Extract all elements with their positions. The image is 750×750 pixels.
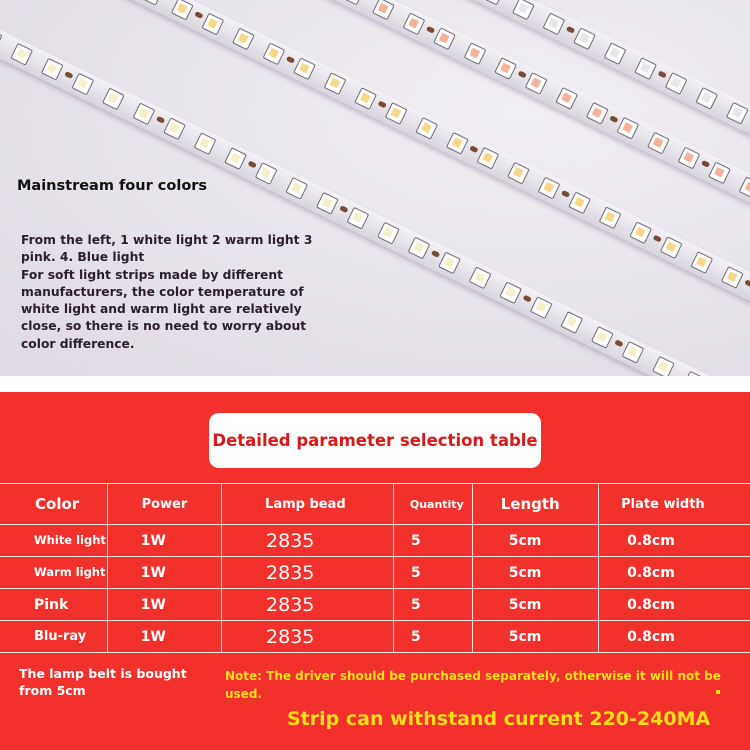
led-chip xyxy=(494,57,517,80)
cell-color: Blu-ray xyxy=(0,621,107,653)
led-chip xyxy=(201,13,224,36)
cell-lamp-bead: 2835 xyxy=(222,589,394,621)
led-chip xyxy=(133,103,156,126)
led-chip xyxy=(232,28,255,51)
led-chip xyxy=(324,72,347,95)
photo-description xyxy=(21,232,321,353)
resistor xyxy=(286,56,295,64)
led-chip xyxy=(678,147,701,170)
decorative-dot xyxy=(716,690,720,694)
table-row xyxy=(0,589,750,621)
resistor xyxy=(614,339,623,347)
photo-title: Mainstream four colors xyxy=(17,178,208,194)
led-chip xyxy=(446,132,469,155)
led-chip xyxy=(573,27,596,50)
header-lamp-bead: Lamp bead xyxy=(222,484,394,525)
cell-color: Warm light xyxy=(0,557,107,589)
led-chip xyxy=(525,72,548,95)
led-chip xyxy=(403,13,426,36)
resistor xyxy=(701,160,710,168)
header-length: Length xyxy=(472,484,598,525)
resistor xyxy=(609,115,618,123)
led-chip xyxy=(316,192,339,215)
resistor xyxy=(566,26,575,34)
cell-plate-width: 0.8cm xyxy=(599,589,750,621)
led-chip xyxy=(652,356,675,376)
led-chip xyxy=(10,43,33,66)
driver-note: Note: The driver should be purchased separately, otherwise it will not be used. xyxy=(225,669,721,701)
resistor xyxy=(431,250,440,258)
led-chip xyxy=(408,237,431,260)
table-row xyxy=(0,621,750,653)
led-chip xyxy=(586,102,609,125)
cell-length: 5cm xyxy=(472,621,598,653)
cell-quantity: 5 xyxy=(393,589,472,621)
led-chip xyxy=(499,281,522,304)
led-chip xyxy=(647,132,670,155)
resistor xyxy=(378,100,387,108)
cell-lamp-bead: 2835 xyxy=(222,621,394,653)
led-chip xyxy=(341,0,364,5)
resistor xyxy=(653,235,662,243)
led-chip xyxy=(385,102,408,125)
led-chip xyxy=(354,87,377,110)
led-chip xyxy=(616,117,639,140)
led-chip xyxy=(538,177,561,200)
led-chip xyxy=(71,73,94,96)
cell-plate-width: 0.8cm xyxy=(599,557,750,589)
resistor xyxy=(744,279,750,287)
resistor xyxy=(426,26,435,34)
led-chip xyxy=(163,117,186,140)
led-chip xyxy=(194,132,217,155)
led-chip xyxy=(438,252,461,275)
table-title-box xyxy=(209,413,541,468)
led-chip xyxy=(372,0,395,20)
led-chip xyxy=(171,0,194,21)
led-chip xyxy=(591,326,614,349)
led-chip xyxy=(560,311,583,334)
led-chip xyxy=(708,162,731,185)
led-chip xyxy=(690,251,713,274)
led-chip xyxy=(683,371,706,376)
led-chip xyxy=(568,192,591,215)
led-chip xyxy=(140,0,163,6)
cell-quantity: 5 xyxy=(393,525,472,557)
resistor xyxy=(64,71,73,79)
led-chip xyxy=(469,266,492,289)
led-chip xyxy=(599,206,622,229)
cell-quantity: 5 xyxy=(393,557,472,589)
resistor xyxy=(523,295,532,303)
cell-lamp-bead: 2835 xyxy=(222,557,394,589)
table-header-row xyxy=(0,484,750,525)
led-chip xyxy=(530,296,553,319)
cell-length: 5cm xyxy=(472,589,598,621)
led-chip xyxy=(726,102,749,125)
led-chip xyxy=(224,147,247,170)
led-chip xyxy=(634,57,657,80)
led-chip xyxy=(285,177,308,200)
led-chip xyxy=(543,13,566,36)
cell-power: 1W xyxy=(107,621,221,653)
header-plate-width: Plate width xyxy=(599,484,750,525)
led-chip xyxy=(346,207,369,230)
cell-power: 1W xyxy=(107,589,221,621)
led-chip xyxy=(433,27,456,50)
resistor xyxy=(518,70,527,78)
color-order-text: From the left, 1 white light 2 warm light 3 pink. 4. Blue light xyxy=(21,233,313,265)
led-chip xyxy=(622,341,645,364)
led-chip xyxy=(293,57,316,80)
cell-power: 1W xyxy=(107,557,221,589)
table-row xyxy=(0,557,750,589)
resistor xyxy=(561,190,570,198)
led-chip xyxy=(739,176,750,199)
led-chip xyxy=(263,43,286,66)
cell-power: 1W xyxy=(107,525,221,557)
led-chip xyxy=(255,162,278,185)
current-rating: Strip can withstand current 220-240MA xyxy=(287,708,711,730)
cell-lamp-bead: 2835 xyxy=(222,525,394,557)
led-chip xyxy=(476,147,499,170)
resistor xyxy=(194,11,203,19)
led-chip xyxy=(0,28,3,51)
parameter-table xyxy=(0,483,750,653)
cell-plate-width: 0.8cm xyxy=(599,621,750,653)
led-chip xyxy=(41,58,64,81)
cell-color: White light xyxy=(0,525,107,557)
minimum-purchase-text: The lamp belt is bought from 5cm xyxy=(19,666,187,698)
led-chip xyxy=(604,42,627,65)
table-row xyxy=(0,525,750,557)
header-power: Power xyxy=(107,484,221,525)
cell-plate-width: 0.8cm xyxy=(599,525,750,557)
led-chip xyxy=(660,236,683,259)
cell-quantity: 5 xyxy=(393,621,472,653)
header-quantity: Quantity xyxy=(393,484,472,525)
led-chip xyxy=(512,0,535,20)
cell-length: 5cm xyxy=(472,557,598,589)
led-chip xyxy=(665,72,688,95)
resistor xyxy=(658,70,667,78)
led-chip xyxy=(481,0,504,5)
led-chip xyxy=(415,117,438,140)
resistor xyxy=(469,145,478,153)
header-color: Color xyxy=(0,484,107,525)
resistor xyxy=(248,160,257,168)
led-chip xyxy=(507,162,530,185)
led-chip xyxy=(721,266,744,289)
resistor xyxy=(156,116,165,124)
led-chip xyxy=(464,42,487,65)
resistor xyxy=(339,205,348,213)
led-chip xyxy=(102,88,125,111)
led-chip xyxy=(629,221,652,244)
table-title: Detailed parameter selection table xyxy=(212,431,538,450)
led-chip xyxy=(377,222,400,245)
color-difference-text: For soft light strips made by different manufacturers, the color temperature of white light and warm light are relatively close, so there is no need to worry about color difference. xyxy=(21,267,307,351)
cell-color: Pink xyxy=(0,589,107,621)
cell-length: 5cm xyxy=(472,525,598,557)
led-chip xyxy=(555,87,578,110)
led-chip xyxy=(695,87,718,110)
